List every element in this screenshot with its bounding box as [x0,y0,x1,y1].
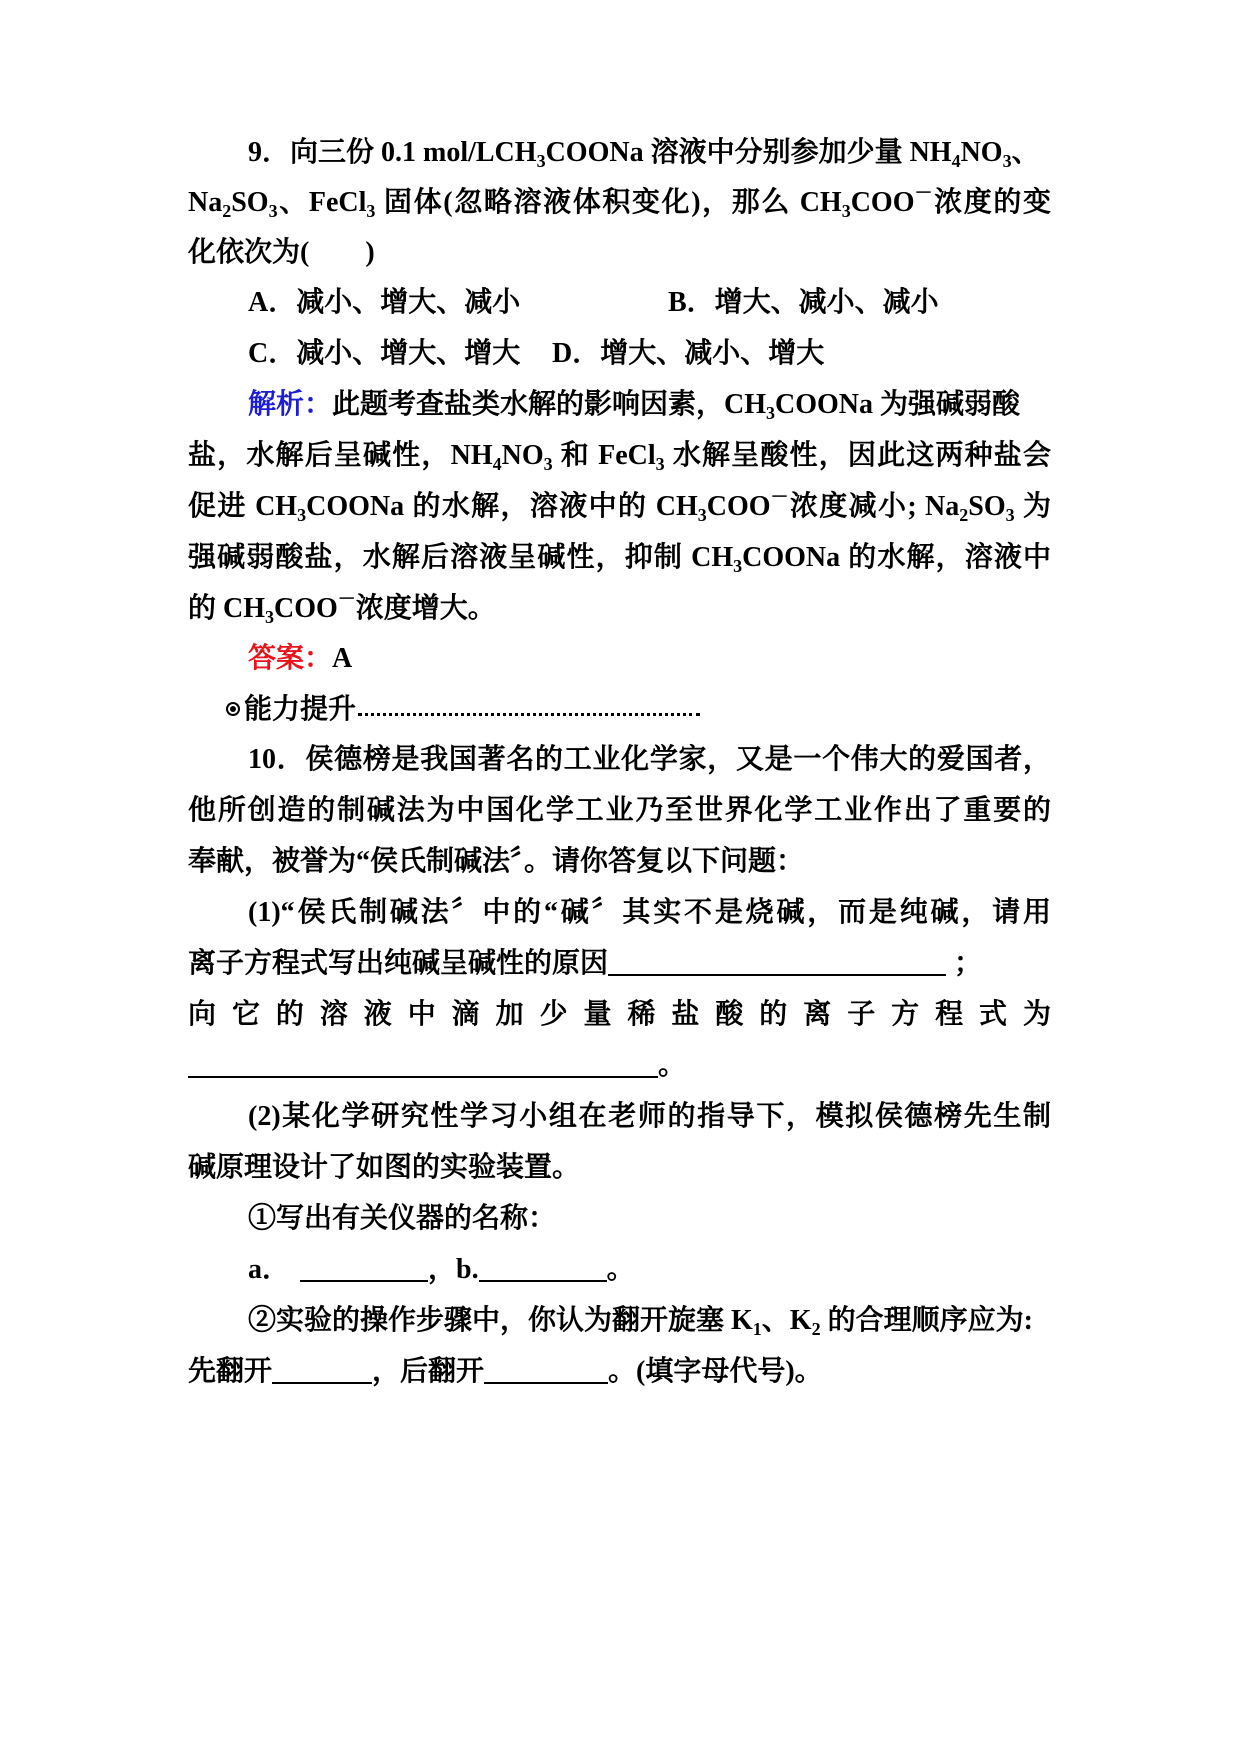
q10-step2-line-2: 先翻开 ，后翻开 。(填字母代号)。 [188,1356,823,1387]
blank-then-open[interactable] [484,1354,608,1384]
answer-blank[interactable] [188,1048,658,1078]
q9-analysis-line-3: 促进 $CH_3COONa$ 的水解，溶液中的 $CH_3COO^-$浓度减小; $Na_2SO_3$ 为 [188,487,1051,525]
q10-line-2: 他所创造的制碱法为中国化学工业乃至世界化学工业作出了重要的 [188,795,1051,826]
q9-analysis-line-4: 强碱弱酸盐，水解后溶液呈碱性，抑制 $CH_3COONa$ 的水解，溶液中 [188,542,1051,576]
q9-analysis-line-2: 盐，水解后呈碱性，$NH_4NO_3$ 和 FeCl$_3$ 水解呈酸性，因此这两种盐会 [188,440,1051,474]
q9-option-a: A．减小、增大、减小 [248,287,521,318]
answer-label: 答案： [248,643,333,674]
q9-line-3: 化依次为( ) [188,237,375,268]
blank-b[interactable] [479,1252,607,1282]
q9-analysis-line-5: 的 $CH_3COO^-$浓度增大。 [188,589,496,627]
q10-step1-line: ①写出有关仪器的名称： [248,1203,557,1234]
q9-option-d: D．增大、减小、增大 [552,338,825,369]
q9-answer [248,639,352,679]
q10-part1-line-3: 向它的溶液中滴加少量稀盐酸的离子方程式为 [188,999,1051,1030]
q9-option-c: C．减小、增大、增大 [248,338,521,369]
q10-part1-line-4: 。 [188,1046,686,1086]
q9-line-2: $Na_2SO_3$、FeCl$_3$ 固体(忽略溶液体积变化)，那么 $CH_3COO^-$浓度的变 [188,183,1051,221]
answer-blank[interactable] [608,946,946,976]
blank-a[interactable] [300,1252,428,1282]
q10-line-1: 10．侯德榜是我国著名的工业化学家，又是一个伟大的爱国者， [248,744,1051,775]
bullet-circle-icon [226,702,240,716]
q9-analysis-line-1: 解析：此题考查盐类水解的影响因素，$CH_3COONa$ 为强碱弱酸 [248,389,1021,423]
answer-value: A [332,643,353,674]
analysis-label: 解析： [248,389,333,420]
blank-first-open[interactable] [272,1354,372,1384]
q9-line-1: 9．向三份 0.1 mol/$LCH_3COONa$ 溶液中分别参加少量 $NH_4NO_3$、 [248,137,1040,171]
q10-part1-line-2: 离子方程式写出纯碱呈碱性的原因 ； [188,948,983,979]
q10-line-3: 奉献，被誉为“侯氏制碱法〞。请你答复以下问题： [188,846,805,877]
section-heading: 能力提升 [226,690,700,730]
q10-part1-line-1: (1)“侯氏制碱法〞中的“碱〞其实不是烧碱，而是纯碱，请用 [248,897,1051,928]
q9-option-b: B．增大、减小、减小 [668,287,939,318]
q10-step1-blanks: a． ，b. 。 [248,1254,635,1285]
q10-part2-line-1: (2)某化学研究性学习小组在老师的指导下，模拟侯德榜先生制 [248,1101,1051,1132]
q10-step2-line-1: ②实验的操作步骤中，你认为翻开旋塞 $K_1$、$K_2$ 的合理顺序应为: [248,1305,1033,1339]
dotted-leader [358,693,700,716]
q10-part2-line-2: 碱原理设计了如图的实验装置。 [188,1152,581,1183]
